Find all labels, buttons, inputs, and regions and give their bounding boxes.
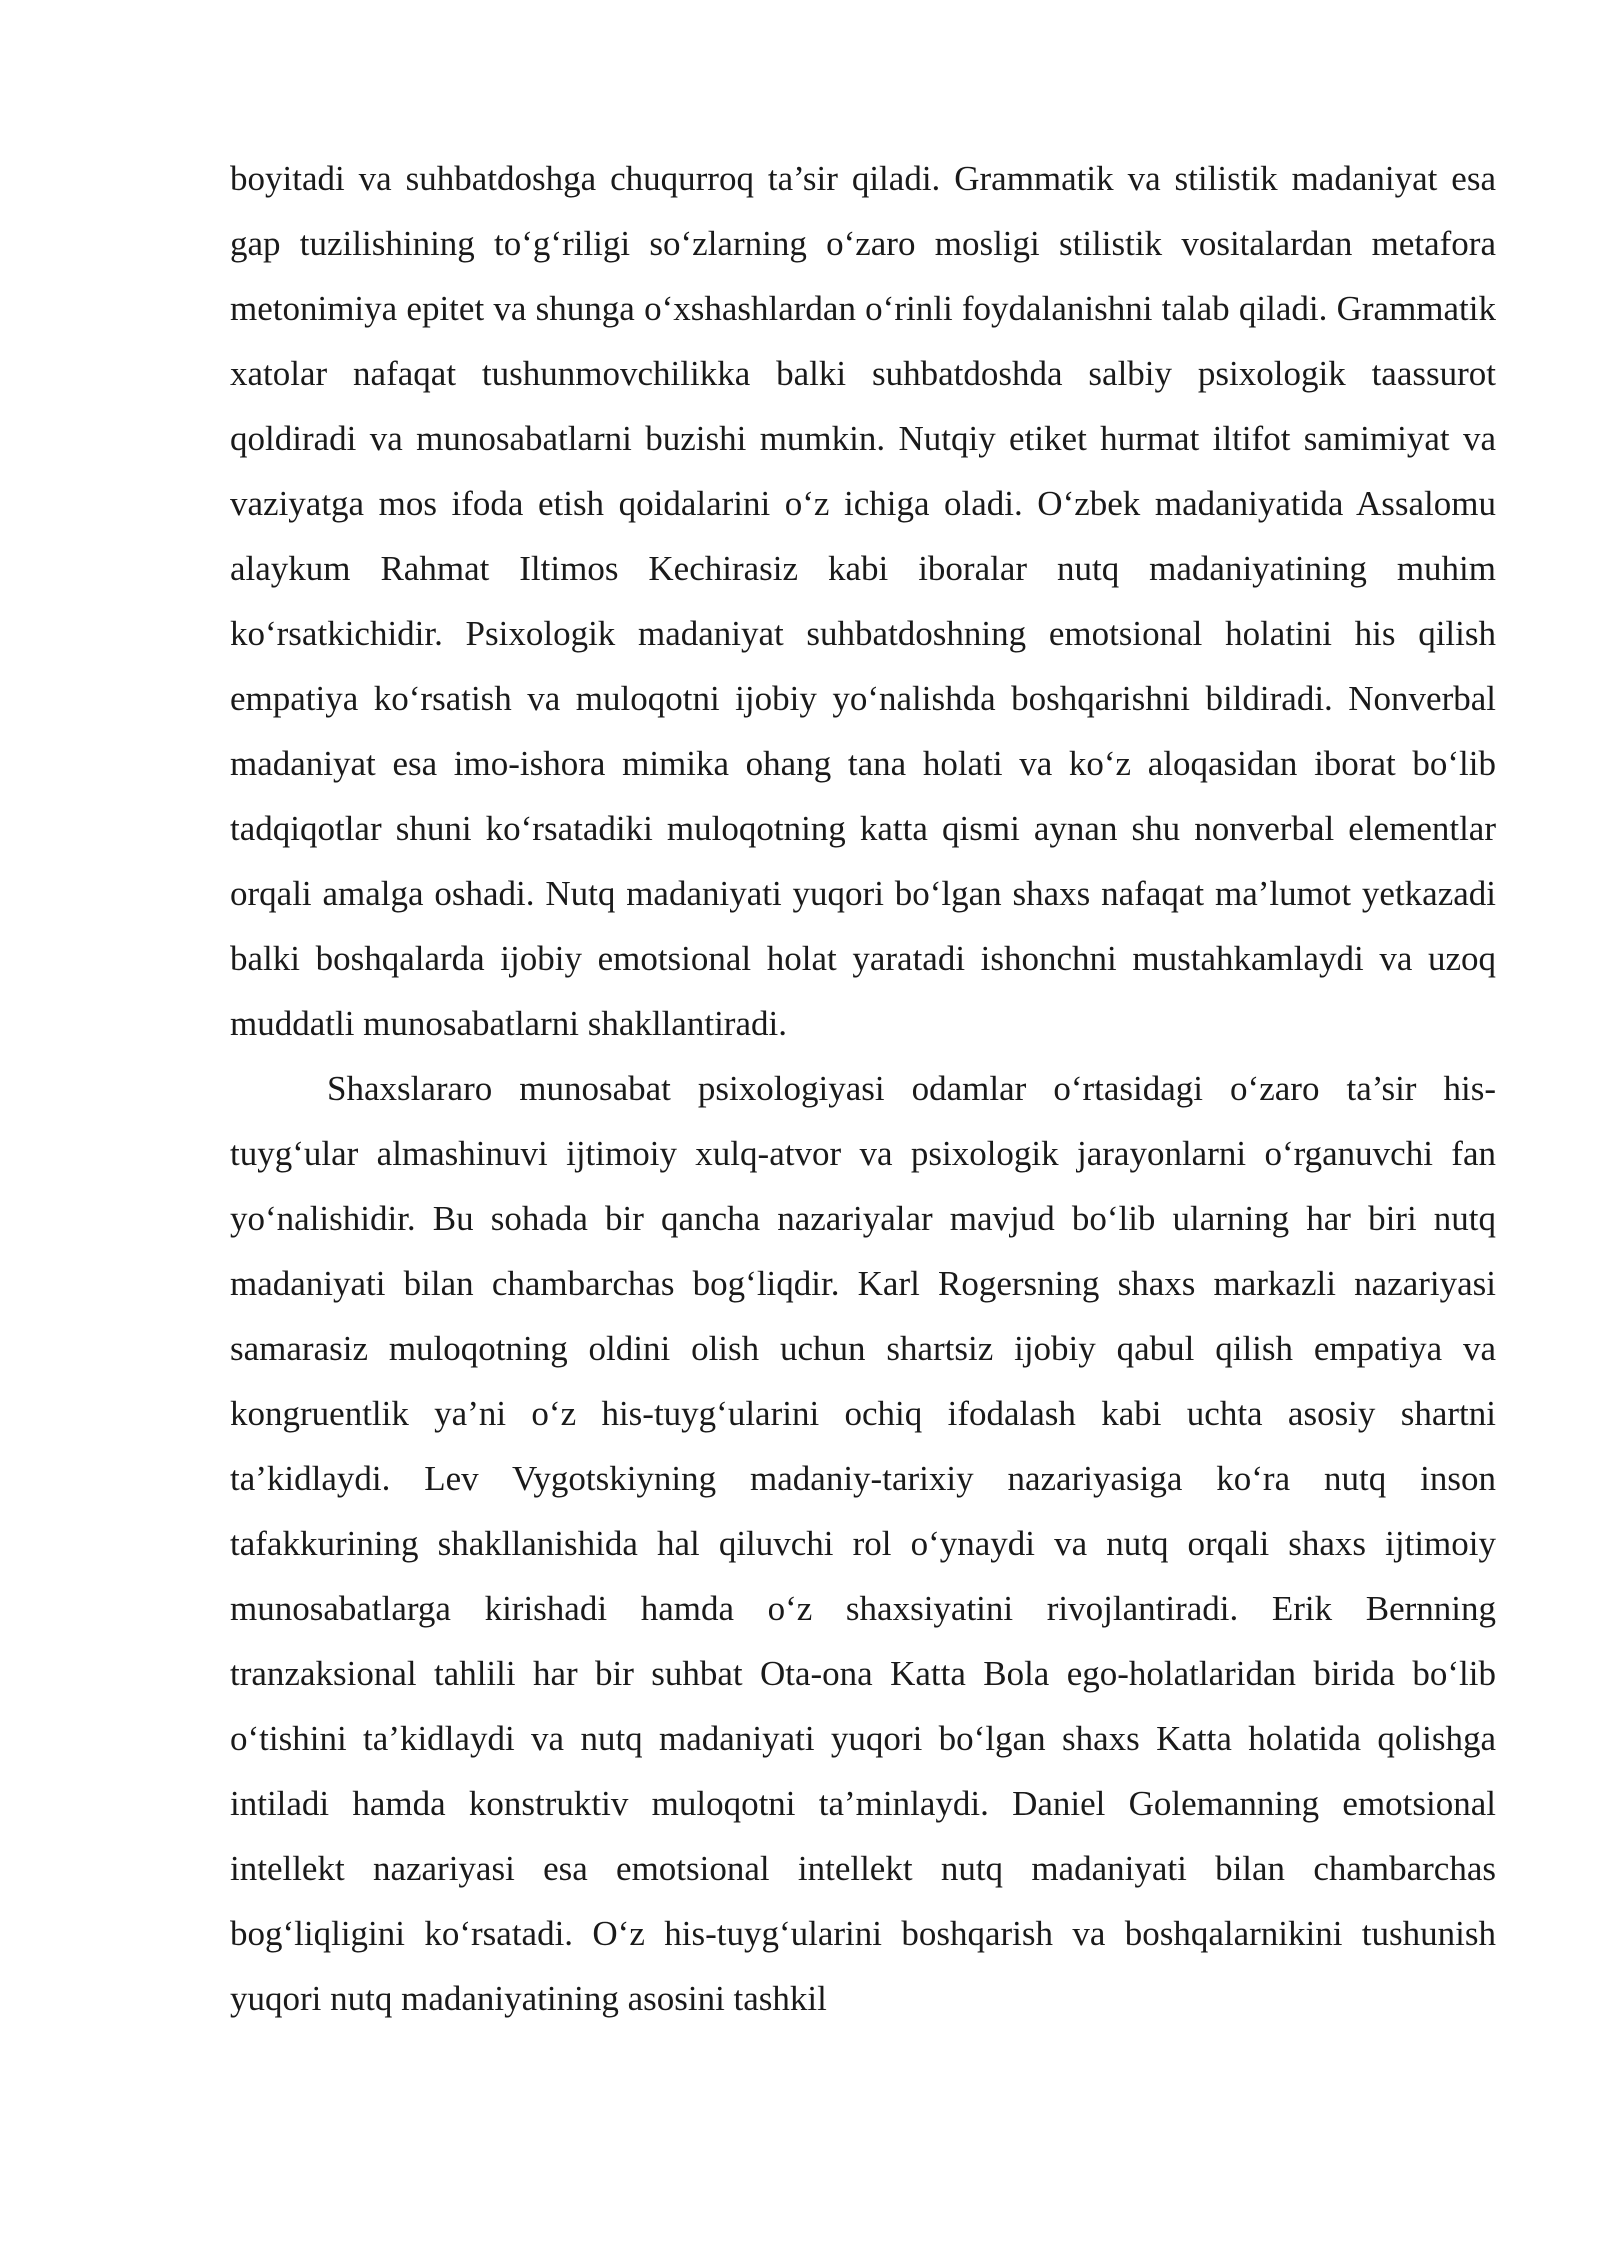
paragraph-nutq-madaniyati: boyitadi va suhbatdoshga chuqurroq ta’sir qiladi. Grammatik va stilistik madaniyat esa gap tuzilishining to‘g‘riligi so‘zlarning o‘zaro mosligi stilistik vositalardan metafora metonimiya epitet va shunga o‘xshashlardan o‘rinli foydalanishni talab qiladi. Grammatik xatolar nafaqat tushunmovchilikka balki suhbatdoshda salbiy psixologik taassurot qoldiradi va munosabatlarni buzishi mumkin. Nutqiy etiket hurmat iltifot samimiyat va vaziyatga mos ifoda etish qoidalarini o‘z ichiga oladi. O‘zbek madaniyatida Assalomu alaykum Rahmat Iltimos Kechirasiz kabi iboralar nutq madaniyatining muhim ko‘rsatkichidir. Psixologik madaniyat suhbatdoshning emotsional holatini his qilish empatiya ko‘rsatish va muloqotni ijobiy yo‘nalishda boshqarishni bildiradi. Nonverbal madaniyat esa imo-ishora mimika ohang tana holati va ko‘z aloqasidan iborat bo‘lib tadqiqotlar shuni ko‘rsatadiki muloqotning katta qismi aynan shu nonverbal elementlar orqali amalga oshadi. Nutq madaniyati yuqori bo‘lgan shaxs nafaqat ma’lumot yetkazadi balki boshqalarda ijobiy emotsional holat yaratadi ishonchni mustahkamlaydi va uzoq muddatli munosabatlarni shakllantiradi. [230, 159, 1496, 1043]
paragraph-shaxslararo-munosabat: Shaxslararo munosabat psixologiyasi odamlar o‘rtasidagi o‘zaro ta’sir his-tuyg‘ular almashinuvi ijtimoiy xulq-atvor va psixologik jarayonlarni o‘rganuvchi fan yo‘nalishidir. Bu sohada bir qancha nazariyalar mavjud bo‘lib ularning har biri nutq madaniyati bilan chambarchas bog‘liqdir. Karl Rogersning shaxs markazli nazariyasi samarasiz muloqotning oldini olish uchun shartsiz ijobiy qabul qilish empatiya va kongruentlik ya’ni o‘z his-tuyg‘ularini ochiq ifodalash kabi uchta asosiy shartni ta’kidlaydi. Lev Vygotskiyning madaniy-tarixiy nazariyasiga ko‘ra nutq inson tafakkurining shakllanishida hal qiluvchi rol o‘ynaydi va nutq orqali shaxs ijtimoiy munosabatlarga kirishadi hamda o‘z shaxsiyatini rivojlantiradi. Erik Bernning tranzaksional tahlili har bir suhbat Ota-ona Katta Bola ego-holatlaridan birida bo‘lib o‘tishini ta’kidlaydi va nutq madaniyati yuqori bo‘lgan shaxs Katta holatida qolishga intiladi hamda konstruktiv muloqotni ta’minlaydi. Daniel Golemanning emotsional intellekt nazariyasi esa emotsional intellekt nutq madaniyati bilan chambarchas bog‘liqligini ko‘rsatadi. O‘z his-tuyg‘ularini boshqarish va boshqalarnikini tushunish yuqori nutq madaniyatining asosini tashkil [230, 1069, 1496, 2018]
document-page [230, 146, 1496, 2031]
